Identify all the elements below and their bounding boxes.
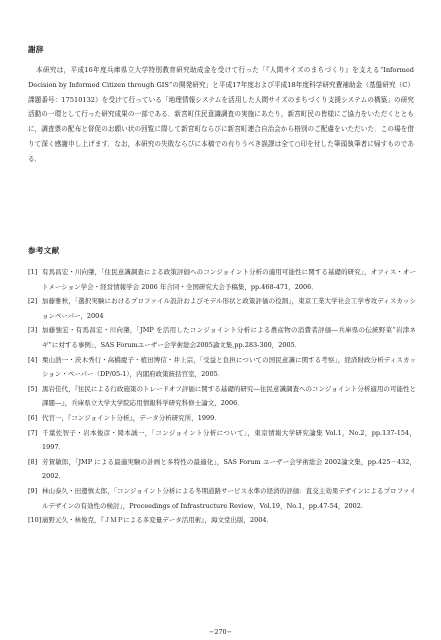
- reference-text: 加藤強宏・有馬昌宏・川向肇，「JMP を活用したコンジョイント分析による農産物の消費者評価―兵庫県の伝統野菜“岩津ネギ”に対する事例」，SAS Forumユーザー会学術総会2005論文集,pp.283-300，2005．: [42, 326, 416, 349]
- reference-item: [28, 382, 416, 411]
- reference-number: [9]: [28, 486, 38, 495]
- reference-text: 代官一，『コンジョイント分析』，データ分析研究所，1999．: [42, 413, 221, 422]
- reference-text: 千葉佐智子・岩本俊彦・岡本誠一，「コンジョイント分析について」，東京情報大学研究論集 Vol.1，No.2，pp.137-154，1997．: [42, 428, 416, 452]
- reference-item: [28, 484, 416, 513]
- reference-item: [28, 265, 416, 294]
- references-heading: 参考文献: [28, 246, 60, 255]
- reference-number: [1]: [28, 268, 38, 276]
- reference-item: [28, 513, 416, 528]
- reference-text: 栗山浩一・茨木秀行・高橋慶子・植田博信・井上宗，「受益と負担についての国民意識に関する考察」，経済財政分析ディスカッション・ペーパー（DP/05-1），内閣府政策統括官室，2005．: [42, 355, 416, 379]
- page-number: −270−: [209, 628, 232, 636]
- reference-number: [5]: [28, 384, 38, 393]
- acknowledgements-paragraph: 本研究は，平成16年度兵庫県立大学特別教育研究助成金を受けて行った「『人間サイズのまちづくり』を支える“Informed Decision by Informed Citizen through GIS”の開発研究」と平成17年度および平成18年度科学研究費補助金（基盤研究（C）課題番号：17510132）を受けて行っている「地理情報システムを活用した人間サイズのまちづくり支援システムの構築」の研究活動の一環として行った研究成果の一部である．新宮町住民意識調査の実施にあたり，新宮町民の皆様にご協力をいただくとともに，調査票の配布と督促のお願い状の回覧に際して新宮町ならびに新宮町連合自治会から格別のご配慮をいただいた．この場を借りて深く感謝申し上げます．なお，本研究の失敗ならびに本稿での有りうべき誤謬は全て○印を付した筆頭執筆者に帰すものである．: [28, 66, 414, 163]
- reference-text: 林山泰久・田邊慎太郎，「コンジョイント分析による冬期道路サービス水準の経済的評価：直交主効果デザインによるプロファイルデザインの有効性の検討」，Proceedings of Infrastructure Review，Vol.19，No.1，pp.47-54，2002．: [42, 486, 416, 510]
- reference-list: [28, 265, 416, 528]
- reference-text: 廣野元久・林俊克，『ＪＭＰによる多変量データ活用術』，海文堂出版，2004．: [42, 516, 274, 525]
- reference-number: [4]: [28, 355, 38, 364]
- reference-item: [28, 455, 416, 484]
- reference-item: [28, 426, 416, 455]
- reference-text: 黒岩佳代，『住民による行政施策のトレードオフ評価に関する基礎的研究―住民意識調査へのコンジョイント分析適用の可能性と課題―』，兵庫県立大学大学院応用情報科学研究科修士論文，2006．: [42, 384, 416, 408]
- reference-item: [28, 353, 416, 382]
- reference-number: [2]: [28, 297, 38, 306]
- reference-item: [28, 323, 416, 352]
- reference-item: [28, 411, 416, 426]
- reference-number: [8]: [28, 457, 38, 466]
- reference-text: 芳賀敏郎，「JMP による最適実験の計画と多特性の最適化」，SAS Forum ユーザー会学術総会 2002論文集，pp.425－432，2002．: [42, 457, 416, 481]
- acknowledgements-heading: 謝辞: [28, 45, 44, 54]
- reference-number: [6]: [28, 413, 38, 422]
- reference-number: [10]: [28, 516, 42, 525]
- reference-number: [3]: [28, 326, 38, 335]
- reference-number: [7]: [28, 428, 38, 437]
- reference-text: 有馬昌宏・川向肇，「住民意識調査による政策評価へのコンジョイント分析の適用可能性に関する基礎的研究」，オフィス・オートメーション学会・経営情報学会 2006 年合同・全国研究大会予稿集，pp.468-471，2006．: [42, 268, 416, 291]
- reference-text: 加藤雅秋，「選択実験におけるプロファイル設計およびモデル形状と政策評価の役割」，東京工業大学社会工学専攻ディスカッションペーパー，2004: [42, 297, 416, 320]
- reference-item: [28, 294, 416, 323]
